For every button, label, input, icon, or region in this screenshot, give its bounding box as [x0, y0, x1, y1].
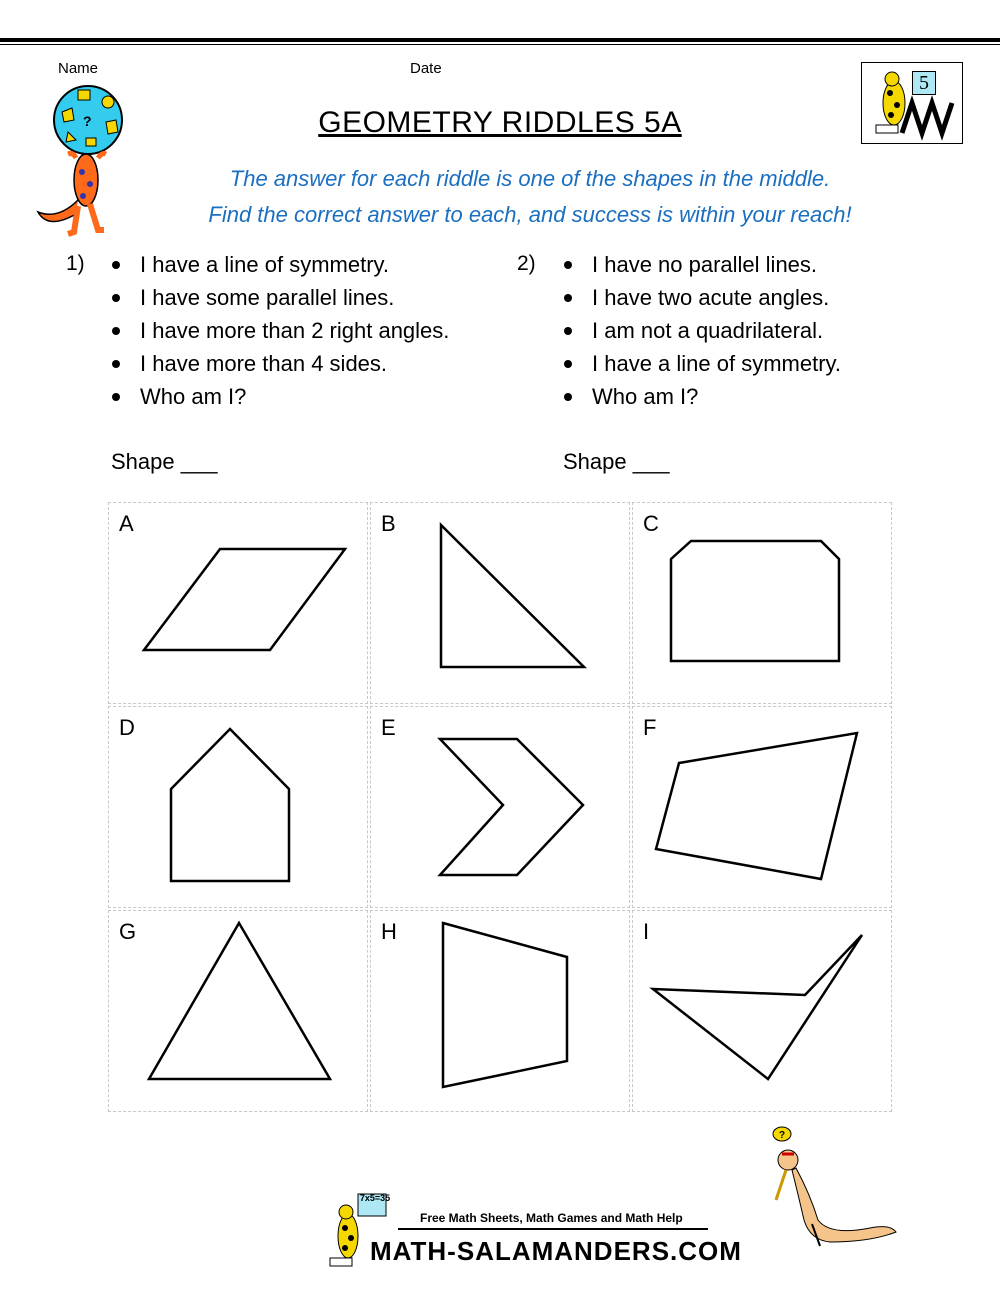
shape-cell-g: [108, 910, 368, 1112]
parallelogram-shape: [109, 503, 369, 705]
intro-line-1: The answer for each riddle is one of the shapes in the middle.: [229, 166, 831, 191]
riddle-1-number: 1): [66, 252, 85, 275]
riddle-1-clues: [108, 248, 449, 413]
riddle-1-clue: I have a line of symmetry.: [108, 248, 449, 281]
footer-rule: [398, 1228, 708, 1230]
riddle-2-clue: I am not a quadrilateral.: [560, 314, 841, 347]
concave-quadrilateral-shape: [633, 911, 893, 1113]
riddle-2-answer: Shape ___: [563, 449, 670, 474]
shape-letter: H: [381, 919, 397, 944]
irregular-quadrilateral-shape: [633, 707, 893, 909]
cut-corner-rectangle-shape: [633, 503, 893, 705]
top-rule-thin: [0, 44, 1000, 45]
shapes-grid: [108, 502, 894, 1112]
house-pentagon-shape: [109, 707, 369, 909]
triangle-shape: [109, 911, 369, 1113]
top-rule: [0, 38, 1000, 42]
riddle-2-clue: Who am I?: [560, 380, 841, 413]
footer-brand[interactable]: MATH-SALAMANDERS.COM: [370, 1236, 742, 1266]
trapezium-shape: [371, 911, 631, 1113]
shape-cell-b: [370, 502, 630, 704]
right-triangle-shape: [371, 503, 631, 705]
shape-letter: A: [119, 511, 134, 536]
thinking-salamander-icon: [760, 1124, 900, 1248]
shape-cell-e: [370, 706, 630, 908]
shape-cell-h: [370, 910, 630, 1112]
riddle-1-clue: I have some parallel lines.: [108, 281, 449, 314]
grade-badge: 5: [912, 71, 936, 95]
shape-letter: G: [119, 919, 137, 944]
riddle-1-clue: I have more than 4 sides.: [108, 347, 449, 380]
riddle-1-clue: I have more than 2 right angles.: [108, 314, 449, 347]
shape-cell-i: [632, 910, 892, 1112]
name-label: Name: [58, 60, 99, 77]
shape-cell-a: [108, 502, 368, 704]
riddle-2-number: 2): [517, 252, 536, 275]
shape-letter: E: [381, 715, 396, 740]
shape-cell-d: [108, 706, 368, 908]
riddle-1-answer: Shape ___: [111, 449, 218, 474]
shape-cell-f: [632, 706, 892, 908]
intro-line-2: Find the correct answer to each, and success is within your reach!: [208, 202, 852, 227]
shape-letter: I: [643, 919, 650, 944]
footer-tagline: Free Math Sheets, Math Games and Math Help: [420, 1211, 683, 1225]
riddle-2-clue: I have a line of symmetry.: [560, 347, 841, 380]
riddle-2-clue: I have no parallel lines.: [560, 248, 841, 281]
shape-letter: F: [643, 715, 657, 740]
page-title: GEOMETRY RIDDLES 5A: [318, 106, 682, 139]
riddle-2-clues: [560, 248, 841, 413]
shape-letter: B: [381, 511, 396, 536]
svg-text:?: ?: [779, 1130, 786, 1141]
riddle-2-clue: I have two acute angles.: [560, 281, 841, 314]
footer-badge: 7x5=35: [359, 1193, 391, 1203]
shape-letter: D: [119, 715, 135, 740]
date-label: Date: [410, 60, 442, 77]
shape-letter: C: [643, 511, 659, 536]
riddle-1-clue: Who am I?: [108, 380, 449, 413]
svg-text:?: ?: [83, 113, 92, 129]
chevron-shape: [371, 707, 631, 909]
shape-cell-c: [632, 502, 892, 704]
